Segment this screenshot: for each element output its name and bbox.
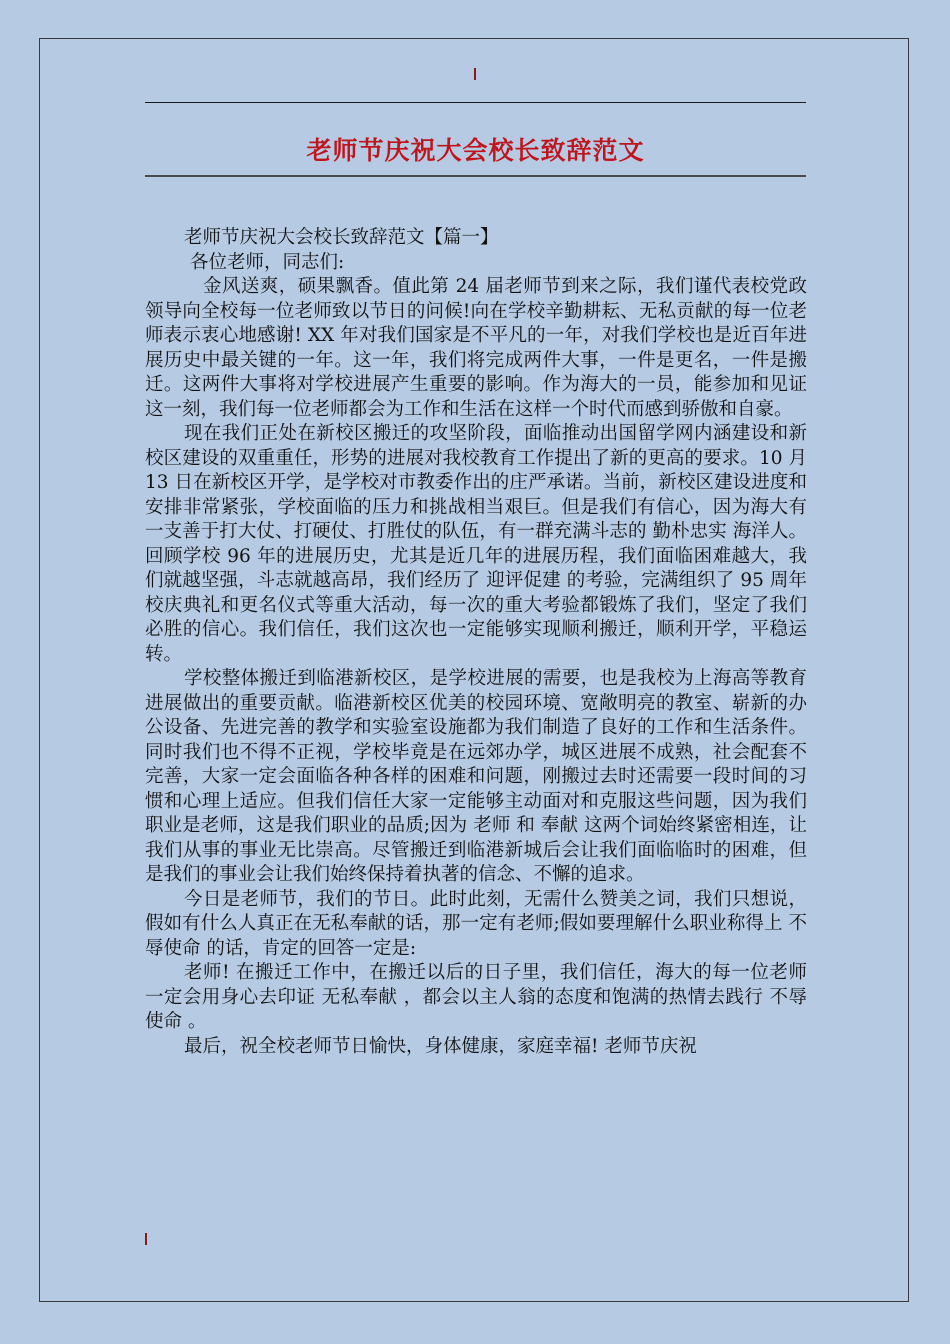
paragraph-4: 今日是老师节，我们的节日。此时此刻，无需什么赞美之词，我们只想说，假如有什么人真正在无私奉献的话，那一定有老师;假如要理解什么职业称得上 不辱使命 的话，肯定的回答一定是: <box>145 888 807 959</box>
header-mark <box>474 68 476 80</box>
footer-mark <box>145 1233 147 1245</box>
header-rule <box>145 102 806 103</box>
document-body <box>145 226 807 1059</box>
document-title: 老师节庆祝大会校长致辞范文 <box>306 136 645 165</box>
greeting: 各位老师，同志们: <box>190 251 345 273</box>
paragraph-2: 现在我们正处在新校区搬迁的攻坚阶段，面临推动出国留学网内涵建设和新校区建设的双重重任，形势的进展对我校教育工作提出了新的更高的要求。10 月 13 日在新校区开学，是学校对市教委作出的庄严承诺。当前，新校区建设进度和安排非常紧张，学校面临的压力和挑战相当艰巨。但是我们有信心，因为海大有一支善于打大仗、打硬仗、打胜仗的队伍，有一群充满斗志的 勤朴忠实 海洋人。回顾学校 96 年的进展历史，尤其是近几年的进展历程，我们面临困难越大，我们就越坚强，斗志就越高昂，我们经历了 迎评促建 的考验，完满组织了 95 周年校庆典礼和更名仪式等重大活动，每一次的重大考验都锻炼了我们，坚定了我们必胜的信心。我们信任，我们这次也一定能够实现顺利搬迁，顺利开学，平稳运转。 <box>145 423 807 665</box>
paragraph-6: 最后，祝全校老师节日愉快，身体健康，家庭幸福! 老师节庆祝 <box>184 1035 697 1057</box>
paragraph-1: 金风送爽，硕果飘香。值此第 24 届老师节到来之际，我们谨代表校党政领导向全校每一位老师致以节日的问候!向在学校辛勤耕耘、无私贡献的每一位老师表示衷心地感谢! XX 年对我们国家是不平凡的一年，对我们学校也是近百年进展历史中最关键的一年。这一年，我们将完成两件大事，一件是更名，一件是搬迁。这两件大事将对学校进展产生重要的影响。作为海大的一员，能参加和见证这一刻，我们每一位老师都会为工作和生活在这样一个时代而感到骄傲和自豪。 <box>145 276 807 420</box>
section-heading: 老师节庆祝大会校长致辞范文【篇一】 <box>184 227 499 248</box>
paragraph-3: 学校整体搬迁到临港新校区，是学校进展的需要，也是我校为上海高等教育进展做出的重要贡献。临港新校区优美的校园环境、宽敞明亮的教室、崭新的办公设备、先进完善的教学和实验室设施都为我们制造了良好的工作和生活条件。同时我们也不得不正视，学校毕竟是在远郊办学，城区进展不成熟，社会配套不完善，大家一定会面临各种各样的困难和问题，刚搬过去时还需要一段时间的习惯和心理上适应。但我们信任大家一定能够主动面对和克服这些问题，因为我们职业是老师，这是我们职业的品质;因为 老师 和 奉献 这两个词始终紧密相连，让我们从事的事业无比崇高。尽管搬迁到临港新城后会让我们面临临时的困难，但是我们的事业会让我们始终保持着执著的信念、不懈的追求。 <box>145 668 807 885</box>
title-rule <box>145 175 806 177</box>
paragraph-5: 老师! 在搬迁工作中，在搬迁以后的日子里，我们信任，海大的每一位老师一定会用身心去印证 无私奉献 ，都会以主人翁的态度和饱满的热情去践行 不辱使命 。 <box>145 962 807 1032</box>
